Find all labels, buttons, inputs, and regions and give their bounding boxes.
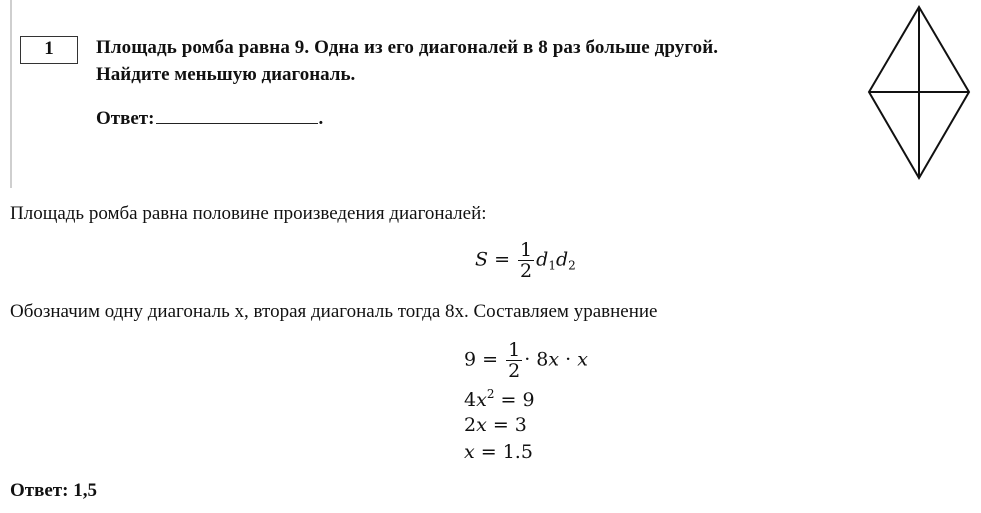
eq2-exp: 2 — [486, 387, 495, 401]
equation-2 — [464, 387, 535, 411]
eq2-coef: 4 — [464, 389, 477, 411]
equation-4 — [464, 441, 533, 463]
eq3-coef: 2 — [464, 414, 477, 436]
formula-fraction — [518, 240, 534, 281]
problem-block — [0, 0, 981, 190]
eq4-var: x — [464, 441, 475, 463]
eq1-lhs: 9 = — [464, 348, 499, 371]
eq1-fraction — [506, 340, 522, 381]
formula-eq: = — [494, 248, 510, 271]
fraction-numerator: 1 — [508, 339, 521, 361]
eq2-rhs: = 9 — [494, 389, 535, 411]
eq1-var-x1: x — [548, 348, 560, 371]
equation-1 — [464, 340, 588, 381]
answer-line — [156, 122, 318, 124]
formula-d1: d — [536, 248, 549, 271]
eq3-var: x — [476, 414, 487, 436]
eq1-rest-a: · 8 — [524, 348, 549, 371]
fraction-denominator: 2 — [508, 360, 521, 382]
eq2-var: x — [476, 389, 487, 411]
eq4-rhs: = 1.5 — [474, 441, 533, 463]
final-answer: Ответ: 1,5 — [10, 480, 97, 501]
answer-blank — [96, 108, 323, 130]
formula-d2-sub: 2 — [568, 258, 576, 273]
formula-s: S — [475, 248, 489, 271]
fraction-numerator: 1 — [520, 239, 533, 261]
solution-text-line2: Обозначим одну диагональ x, вторая диагональ тогда 8x. Составляем уравнение — [10, 301, 658, 322]
margin-bar — [10, 0, 12, 188]
eq3-rhs: = 3 — [486, 414, 527, 436]
eq1-var-x2: x — [577, 348, 588, 371]
area-formula — [475, 240, 576, 281]
rhombus-with-diagonals-icon — [866, 4, 972, 182]
formula-d2: d — [555, 248, 569, 271]
problem-statement-line1: Площадь ромба равна 9. Одна из его диагоналей в 8 раз больше другой. — [96, 37, 719, 58]
answer-suffix: . — [318, 108, 324, 129]
problem-statement-line2: Найдите меньшую диагональ. — [96, 64, 356, 85]
solution-text-line1: Площадь ромба равна половине произведения диагоналей: — [10, 203, 487, 224]
formula-d1-sub: 1 — [548, 258, 556, 273]
problem-number-box: 1 — [20, 36, 78, 64]
eq1-rest-b: · — [559, 348, 578, 371]
answer-label: Ответ: — [96, 108, 155, 129]
fraction-denominator: 2 — [520, 260, 533, 282]
equation-3 — [464, 414, 527, 436]
